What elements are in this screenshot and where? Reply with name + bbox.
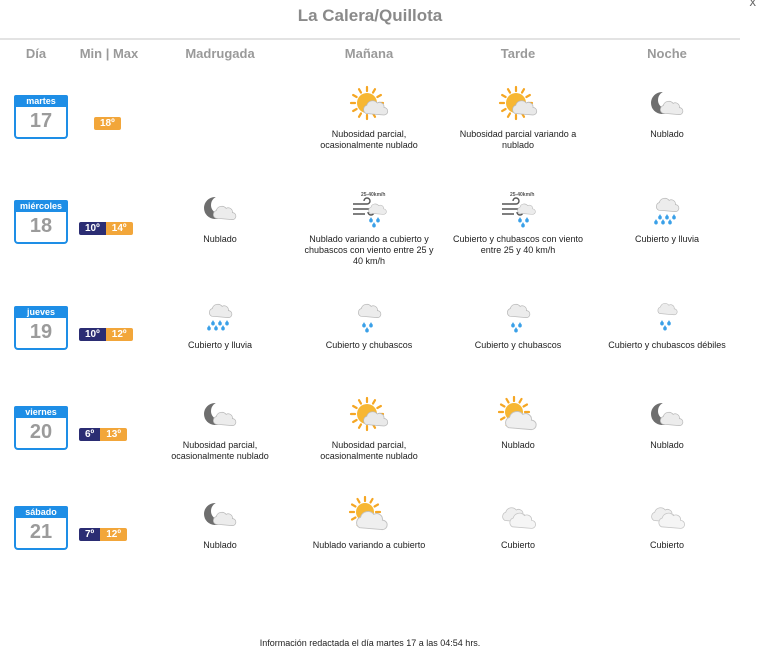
header-madrugada: Madrugada — [185, 46, 255, 61]
period-forecast — [597, 496, 737, 551]
max-temperature: 18º — [94, 117, 121, 130]
rain-icon — [597, 190, 737, 230]
temperature-range — [94, 117, 121, 130]
rain-icon — [150, 296, 290, 336]
forecast-description: Cubierto y lluvia — [187, 340, 253, 350]
title-divider — [0, 38, 740, 40]
forecast-row — [0, 192, 762, 300]
forecast-row — [0, 506, 762, 606]
partly-cloudy-sun-icon — [448, 85, 588, 125]
cloudy-sun-icon — [299, 496, 439, 536]
min-temperature: 10º — [79, 222, 106, 235]
wind-showers-icon — [448, 190, 588, 230]
forecast-row — [0, 406, 762, 506]
temperature-range — [79, 222, 133, 235]
forecast-description: Cubierto y chubascos débiles — [608, 340, 726, 350]
forecast-description: Cubierto y chubascos — [474, 340, 562, 350]
page-title: La Calera/Quillota — [297, 6, 443, 25]
period-forecast — [448, 85, 588, 151]
forecast-description: Nublado variando a cubierto y chubascos con viento entre 25 y 40 km/h — [304, 234, 434, 266]
header-manana: Mañana — [344, 46, 394, 61]
partly-cloudy-night-icon — [597, 85, 737, 125]
forecast-description: Nublado — [650, 440, 684, 450]
period-forecast — [299, 496, 439, 551]
partly-cloudy-night-icon — [150, 396, 290, 436]
forecast-description: Cubierto y lluvia — [634, 234, 700, 244]
date-calendar — [14, 200, 68, 246]
period-forecast — [597, 396, 737, 451]
period-forecast — [597, 190, 737, 245]
period-forecast — [448, 496, 588, 551]
forecast-description: Cubierto y chubascos — [325, 340, 413, 350]
forecast-description: Cubierto y chubascos con viento entre 25 y 40 km/h — [452, 234, 584, 255]
weekday-label: sábado — [14, 506, 68, 518]
min-temperature: 7º — [79, 528, 100, 541]
forecast-description: Nubosidad parcial, ocasionalmente nublado — [171, 440, 269, 461]
overcast-cloud-icon — [448, 496, 588, 536]
max-temperature: 12º — [106, 328, 133, 341]
max-temperature: 12º — [100, 528, 127, 541]
period-forecast — [448, 296, 588, 351]
forecast-row — [0, 95, 762, 195]
day-number: 18 — [14, 212, 68, 244]
period-forecast — [299, 190, 439, 267]
header-tarde: Tarde — [500, 46, 536, 61]
weekday-label: viernes — [14, 406, 68, 418]
forecast-description: Nubosidad parcial variando a nublado — [459, 129, 577, 150]
period-forecast — [299, 85, 439, 151]
min-temperature: 6º — [79, 428, 100, 441]
date-calendar — [14, 506, 68, 552]
period-forecast — [448, 190, 588, 256]
period-forecast — [597, 85, 737, 140]
partly-cloudy-sun-icon — [299, 85, 439, 125]
max-temperature: 13º — [100, 428, 127, 441]
cloudy-sun-icon — [448, 396, 588, 436]
forecast-row — [0, 306, 762, 406]
temperature-range — [79, 528, 127, 541]
period-forecast — [299, 396, 439, 462]
weekday-label: martes — [14, 95, 68, 107]
weekday-label: jueves — [14, 306, 68, 318]
header-day: Día — [25, 46, 47, 61]
day-number: 20 — [14, 418, 68, 450]
forecast-description: Nublado — [650, 129, 684, 139]
forecast-description: Nublado variando a cubierto — [312, 540, 426, 550]
forecast-description: Nubosidad parcial, ocasionalmente nublado — [320, 129, 418, 150]
period-forecast — [597, 296, 737, 351]
wind-showers-icon — [299, 190, 439, 230]
forecast-description: Nubosidad parcial, ocasionalmente nublado — [320, 440, 418, 461]
header-minmax: Min | Max — [79, 46, 139, 61]
date-calendar — [14, 95, 68, 141]
day-number: 19 — [14, 318, 68, 350]
day-number: 21 — [14, 518, 68, 550]
forecast-description: Cubierto — [500, 540, 536, 550]
period-forecast — [150, 296, 290, 351]
forecast-description: Nublado — [203, 540, 237, 550]
period-forecast — [150, 496, 290, 551]
min-temperature: 10º — [79, 328, 106, 341]
period-forecast — [150, 190, 290, 245]
showers-icon — [299, 296, 439, 336]
forecast-description: Cubierto — [649, 540, 685, 550]
temperature-range — [79, 328, 133, 341]
period-forecast — [150, 396, 290, 462]
update-info: Información redactada el día martes 17 a las 04:54 hrs. — [259, 638, 481, 648]
showers-icon — [448, 296, 588, 336]
light-showers-icon — [597, 296, 737, 336]
forecast-description: Nublado — [203, 234, 237, 244]
date-calendar — [14, 406, 68, 452]
partly-cloudy-night-icon — [150, 190, 290, 230]
day-number: 17 — [14, 107, 68, 139]
temperature-range — [79, 428, 127, 441]
partly-cloudy-night-icon — [597, 396, 737, 436]
header-noche: Noche — [647, 46, 687, 61]
svg-text:25-40km/h: 25-40km/h — [361, 192, 386, 198]
period-forecast — [299, 296, 439, 351]
weekday-label: miércoles — [14, 200, 68, 212]
close-button[interactable]: x — [749, 0, 756, 9]
max-temperature: 14º — [106, 222, 133, 235]
svg-text:25-40km/h: 25-40km/h — [510, 192, 535, 198]
partly-cloudy-sun-icon — [299, 396, 439, 436]
period-forecast — [448, 396, 588, 451]
forecast-description: Nublado — [501, 440, 535, 450]
date-calendar — [14, 306, 68, 352]
overcast-cloud-icon — [597, 496, 737, 536]
partly-cloudy-night-icon — [150, 496, 290, 536]
